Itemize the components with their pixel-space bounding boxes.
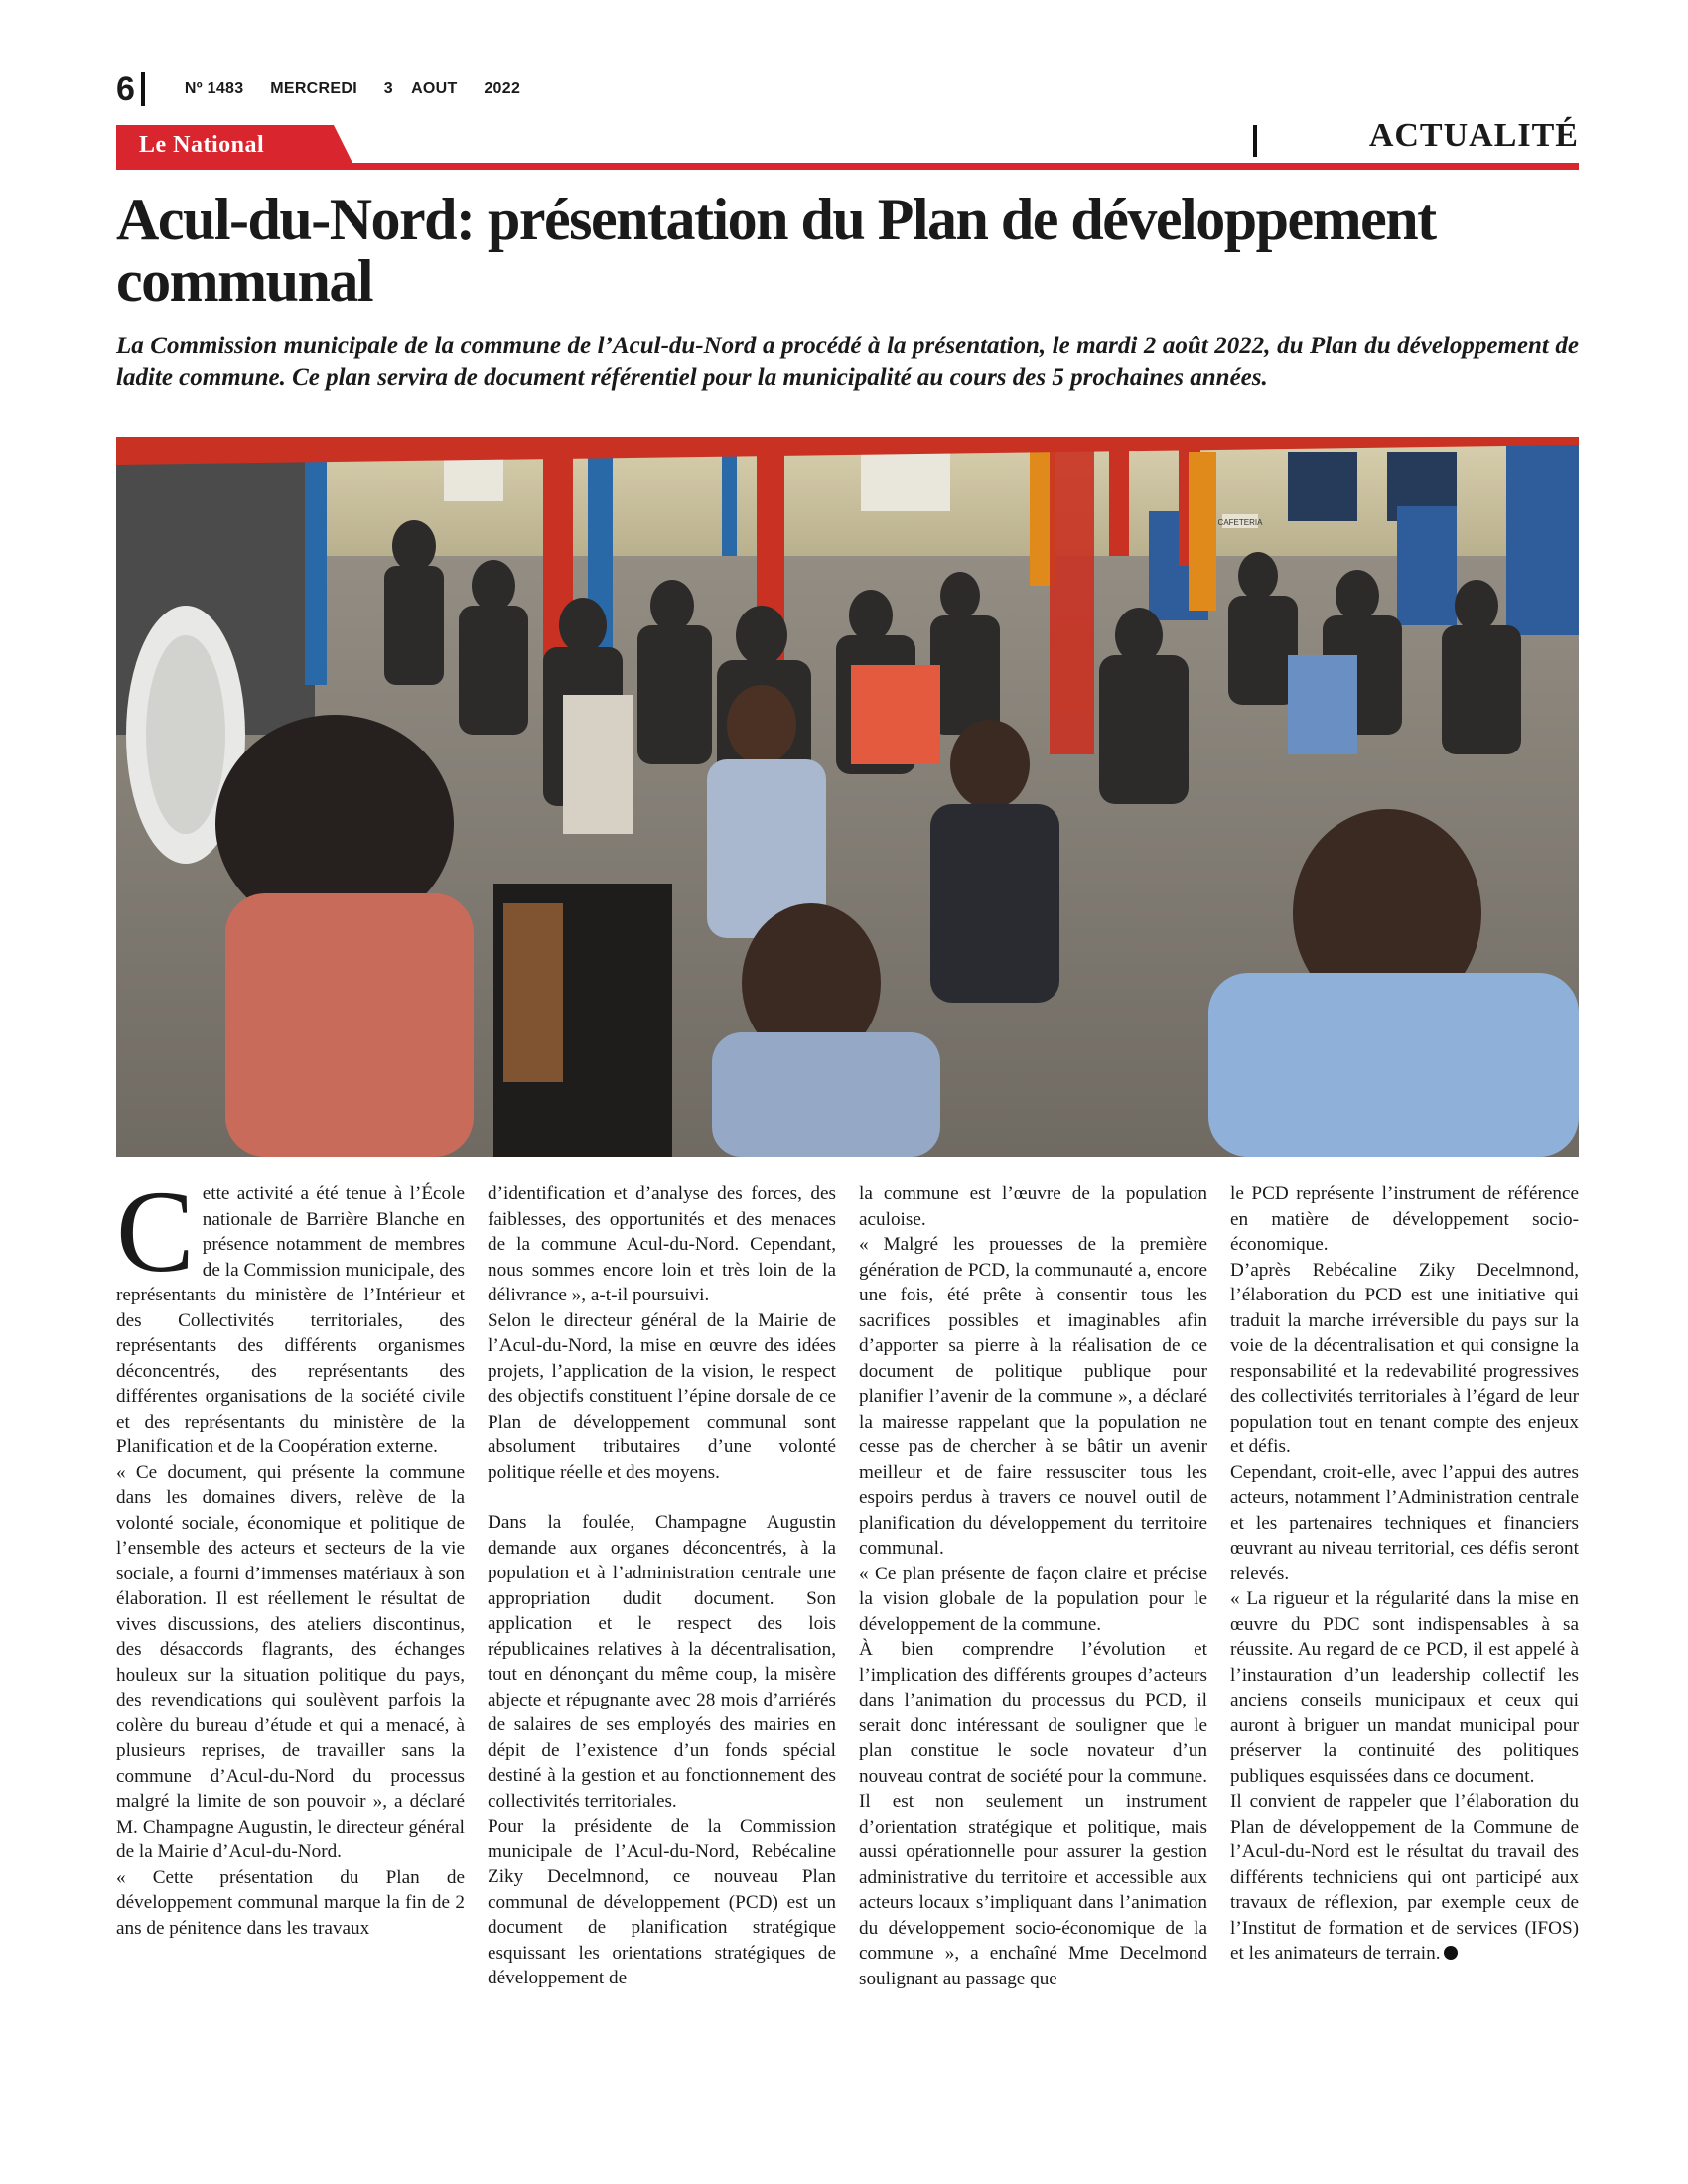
- column-3: [859, 1181, 1207, 2134]
- paragraph: D’après Rebécaline Ziky Decelmnond, l’élaboration du PCD est une initiative qui traduit la marche irréversible du pays sur la voie de la décentralisation et qui consigne la responsabilité et la redevabilité progressives des collectivités territoriales à l’égard de leur population tout en tenant compte des enjeux et défis.: [1230, 1259, 1579, 1457]
- end-mark-icon: [1444, 1946, 1458, 1960]
- paragraph: Dans la foulée, Champagne Augustin demande aux organes déconcentrés, à la population et à l’administration centrale une appropriation dudit document. Son application et le respect des lois républicaines relatives à la décentralisation, tout en dénonçant du même coup, la misère abjecte et répugnante avec 28 mois d’arriérés de salaires de ses employés des mairies en dépit de l’existence d’un fonds spécial destiné à la gestion et au fonctionnement des collectivités territoriales.: [488, 1512, 836, 1812]
- column-1: [116, 1166, 465, 2134]
- paragraph: « Malgré les prouesses de la première génération de PCD, la communauté a, encore une fois, été prête à consentir tous les sacrifices possibles et imaginables afin d’apporter sa pierre à la réalisation de ce document de politique publique pour planifier l’avenir de la commune », a déclaré la mairesse rappelant que la population ne cesse pas de chercher à se bâtir un avenir meilleur et de faire ressusciter tous les espoirs perdus à travers ce nouvel outil de planification du développement du territoire communal.: [859, 1234, 1207, 1559]
- cafeteria-sign: CAFETERIA: [1217, 518, 1263, 527]
- page-header: [116, 69, 542, 109]
- issue-month: AOUT: [411, 80, 458, 97]
- header-rule: [116, 163, 1579, 170]
- paragraph: Selon le directeur général de la Mairie de l’Acul-du-Nord, la mise en œuvre des idées projets, l’application de la vision, le respect des objectifs constituent l’épine dorsale de ce Plan de développement communal sont absolument tributaires d’une volonté politique réelle et des moyens.: [488, 1309, 836, 1483]
- paragraph: « Ce document, qui présente la commune dans les domaines divers, relève de la volonté sociale, économique et politique de l’ensemble des acteurs et secteurs de la vie sociale, a fourni d’immenses matériaux à son élaboration. Il est réellement le résultat de vives discussions, des ateliers discontinus, des désaccords flagrants, des échanges houleux sur la situation politique du pays, des revendications qui soulèvent parfois la colère du bureau d’étude et qui a menacé, à plusieurs reprises, de travailler sans la commune d’Acul-du-Nord du processus malgré la limite de son pouvoir », a déclaré M. Champagne Augustin, le directeur général de la Mairie d’Acul-du-Nord.: [116, 1461, 465, 1862]
- article-headline: Acul-du-Nord: présentation du Plan de développement communal: [116, 187, 1436, 314]
- brand-name: Le National: [139, 132, 265, 158]
- rubric-divider: [1253, 125, 1257, 157]
- issue-info: [185, 80, 542, 98]
- issue-weekday: MERCREDI: [270, 80, 357, 97]
- article-body: [116, 1166, 1579, 2134]
- article-photo: [116, 437, 1579, 1157]
- paragraph: le PCD représente l’instrument de référence en matière de développement socio-économique.: [1230, 1183, 1579, 1255]
- page-number: 6: [116, 69, 135, 108]
- paragraph: « La rigueur et la régularité dans la mise en œuvre du PDC sont indispensables à sa réussite. Au regard de ce PCD, il est appelé à l’instauration d’un leadership collectif les anciens conseils municipaux et ceux qui auront à briguer un mandat municipal pour préserver la continuité des politiques publiques esquissées dans ce document.: [1230, 1588, 1579, 1787]
- section-rubric: ACTUALITÉ: [1368, 117, 1579, 154]
- paragraph: Pour la présidente de la Commission municipale de l’Acul-du-Nord, Rebécaline Ziky Decelmnond, ce nouveau Plan communal de développement (PCD) est un document de planification stratégique esquissant les orientations stratégiques de développement de: [488, 1816, 836, 1988]
- column-2: [488, 1181, 836, 2134]
- drop-cap: C: [116, 1166, 195, 1297]
- paragraph: d’identification et d’analyse des forces, des faiblesses, des opportunités et des menaces de la commune Acul-du-Nord. Cependant, nous sommes encore loin et très loin de la délivrance », a-t-il poursuivi.: [488, 1183, 836, 1305]
- column-4: [1230, 1181, 1579, 2134]
- paragraph: « Cette présentation du Plan de développement communal marque la fin de 2 ans de pénitence dans les travaux: [116, 1866, 465, 1939]
- header-divider: [141, 72, 145, 106]
- issue-year: 2022: [484, 80, 521, 97]
- article-lead: La Commission municipale de la commune de l’Acul-du-Nord a procédé à la présentation, le mardi 2 août 2022, du Plan du développement de ladite commune. Ce plan servira de document référentiel pour la municipalité au cours des 5 prochaines années.: [116, 333, 1579, 391]
- paragraph: Il convient de rappeler que l’élaboration du Plan de développement de la Commune de l’Acul-du-Nord est le résultat du travail des différents techniciens qui ont participé aux travaux de réflexion, par exemple ceux de l’Institut de formation et de services (IFOS) et les animateurs de terrain.: [1230, 1791, 1579, 1964]
- issue-day: 3: [383, 80, 393, 97]
- paragraph: Cependant, croit-elle, avec l’appui des autres acteurs, notamment l’Administration centrale et les partenaires techniques et financiers œuvrant au niveau territorial, ces défis seront relevés.: [1230, 1461, 1579, 1584]
- paragraph: À bien comprendre l’évolution et l’implication des différents groupes d’acteurs dans l’animation du processus du PCD, il serait donc intéressant de souligner que le plan constitue le socle novateur d’un nouveau contrat de société pour la commune. Il est non seulement un instrument d’orientation stratégique et politique, mais aussi opérationnelle pour assurer la gestion administrative du territoire et accessible aux acteurs locaux s’impliquant dans l’animation du développement socio-économique de la commune », a enchaîné Mme Decelmond soulignant au passage que: [859, 1639, 1207, 1989]
- issue-number: Nº 1483: [184, 80, 244, 97]
- paragraph: Cette activité a été tenue à l’École nationale de Barrière Blanche en présence notamment de membres de la Commission municipale, des représentants du ministère de l’Intérieur et des Collectivités territoriales, des représentants des différents organismes déconcentrés, des représentants des différentes organisations de la société civile et des représentants du ministère de la Planification et de la Coopération externe.: [116, 1166, 465, 1457]
- paragraph: la commune est l’œuvre de la population aculoise.: [859, 1183, 1207, 1230]
- paragraph: « Ce plan présente de façon claire et précise la vision globale de la population pour le développement de la commune.: [859, 1563, 1207, 1635]
